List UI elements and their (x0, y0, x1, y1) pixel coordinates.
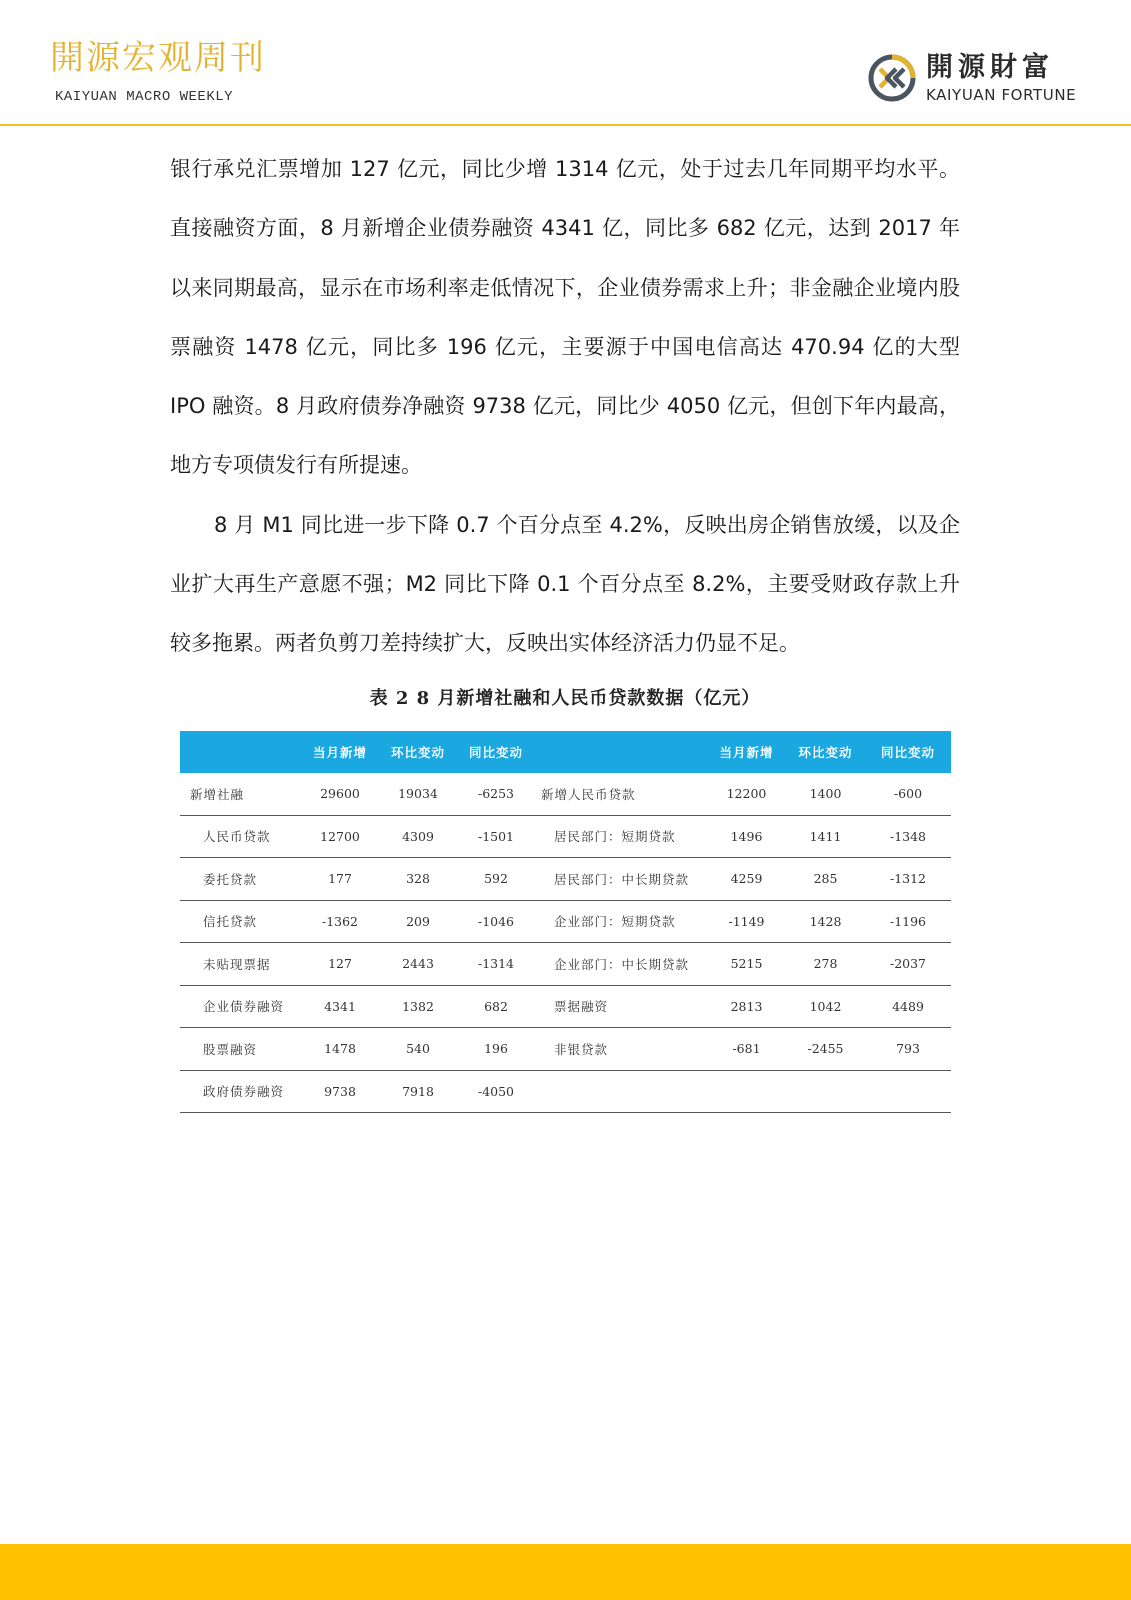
row-label: 非银贷款 (535, 1028, 707, 1071)
table-cell: 4259 (707, 858, 786, 901)
row-label: 企业部门：中长期贷款 (535, 943, 707, 986)
row-label: 票据融资 (535, 985, 707, 1028)
report-title: 開源宏观周刊 (50, 38, 266, 78)
table-cell: -1196 (865, 900, 951, 943)
brand-logo (866, 52, 1086, 108)
table-row (180, 943, 951, 986)
paragraph-money-supply: 8 月 M1 同比进一步下降 0.7 个百分点至 4.2%，反映出房企销售放缓，以及企业扩大再生产意愿不强；M2 同比下降 0.1 个百分点至 8.2%，主要受财政存款上升较多拖累。两者负剪刀差持续扩大，反映出实体经济活力仍显不足。 (170, 512, 960, 656)
footer-bar (0, 1544, 1131, 1600)
table-cell: -1046 (457, 900, 535, 943)
table-cell: 1496 (707, 815, 786, 858)
table-cell: 19034 (379, 773, 457, 815)
table-cell: 1382 (379, 985, 457, 1028)
table-cell: -6253 (457, 773, 535, 815)
row-label: 企业部门：短期贷款 (535, 900, 707, 943)
table-cell: -2037 (865, 943, 951, 986)
logo-chinese-name: 開源財富 (926, 52, 1054, 83)
row-label: 委托贷款 (180, 858, 301, 901)
row-label: 股票融资 (180, 1028, 301, 1071)
row-label: 信托贷款 (180, 900, 301, 943)
table-header-cell: 同比变动 (457, 731, 535, 773)
table-cell (865, 1070, 951, 1113)
table-cell: -1312 (865, 858, 951, 901)
table-cell: 196 (457, 1028, 535, 1071)
table-cell: 177 (301, 858, 379, 901)
logo-english-name: KAIYUAN FORTUNE (926, 86, 1077, 104)
row-label: 新增社融 (180, 773, 301, 815)
table-cell: -4050 (457, 1070, 535, 1113)
table-cell: 4309 (379, 815, 457, 858)
table-row (180, 900, 951, 943)
table-cell: 12700 (301, 815, 379, 858)
table-cell: 278 (786, 943, 865, 986)
table-cell: 4489 (865, 985, 951, 1028)
table-cell (707, 1070, 786, 1113)
table-caption: 表 2 8 月新增社融和人民币贷款数据（亿元） (369, 688, 761, 709)
table-cell: -681 (707, 1028, 786, 1071)
table-header-cell: 当月新增 (301, 731, 379, 773)
table-cell: 592 (457, 858, 535, 901)
table-cell: 793 (865, 1028, 951, 1071)
table-cell: 1042 (786, 985, 865, 1028)
table-cell: 7918 (379, 1070, 457, 1113)
table-cell: 1400 (786, 773, 865, 815)
table-cell: 127 (301, 943, 379, 986)
table-cell: -2455 (786, 1028, 865, 1071)
row-label: 未贴现票据 (180, 943, 301, 986)
table-cell: 2813 (707, 985, 786, 1028)
row-label: 人民币贷款 (180, 815, 301, 858)
kaiyuan-logo-icon (866, 52, 918, 104)
table-cell: 540 (379, 1028, 457, 1071)
table-cell: -600 (865, 773, 951, 815)
table-cell: 9738 (301, 1070, 379, 1113)
table-row (180, 858, 951, 901)
table-cell: -1149 (707, 900, 786, 943)
table-row (180, 985, 951, 1028)
row-label (535, 1070, 707, 1113)
table-cell: 29600 (301, 773, 379, 815)
row-label: 企业债券融资 (180, 985, 301, 1028)
row-label: 政府债券融资 (180, 1070, 301, 1113)
table-row (180, 773, 951, 815)
body-text (170, 140, 960, 674)
table-row (180, 1028, 951, 1071)
table-header-cell: 同比变动 (865, 731, 951, 773)
table-cell: -1314 (457, 943, 535, 986)
header-divider (0, 124, 1131, 126)
table-row (180, 815, 951, 858)
table-header-cell (180, 731, 301, 773)
table-cell: 209 (379, 900, 457, 943)
table-cell: 328 (379, 858, 457, 901)
table-header-cell: 环比变动 (786, 731, 865, 773)
table-cell: -1348 (865, 815, 951, 858)
row-label: 居民部门：短期贷款 (535, 815, 707, 858)
table-cell: 1428 (786, 900, 865, 943)
paragraph-financing: 银行承兑汇票增加 127 亿元，同比少增 1314 亿元，处于过去几年同期平均水平。直接融资方面，8 月新增企业债券融资 4341 亿，同比多 682 亿元，达到 2017 年以来同期最高，显示在市场利率走低情况下，企业债券需求上升；非金融企业境内股票融资 1478 亿元，同比多 196 亿元，主要源于中国电信高达 470.94 亿的大型 IPO 融资。8 月政府债券净融资 9738 亿元，同比少 4050 亿元，但创下年内最高，地方专项债发行有所提速。 (170, 157, 960, 478)
table-row (180, 1070, 951, 1113)
table-cell: 682 (457, 985, 535, 1028)
table-header-cell: 环比变动 (379, 731, 457, 773)
table-cell: 1478 (301, 1028, 379, 1071)
table-cell: 4341 (301, 985, 379, 1028)
report-subtitle: KAIYUAN MACRO WEEKLY (55, 89, 234, 105)
table-cell: 285 (786, 858, 865, 901)
table-cell: 12200 (707, 773, 786, 815)
table-cell: -1501 (457, 815, 535, 858)
financing-data-table (180, 731, 951, 1113)
table-cell: 1411 (786, 815, 865, 858)
table-cell: -1362 (301, 900, 379, 943)
row-label: 居民部门：中长期贷款 (535, 858, 707, 901)
table-header-cell (535, 731, 707, 773)
table-cell: 2443 (379, 943, 457, 986)
table-cell: 5215 (707, 943, 786, 986)
row-label: 新增人民币贷款 (535, 773, 707, 815)
table-header-cell: 当月新增 (707, 731, 786, 773)
table-cell (786, 1070, 865, 1113)
table-header-row (180, 731, 951, 773)
